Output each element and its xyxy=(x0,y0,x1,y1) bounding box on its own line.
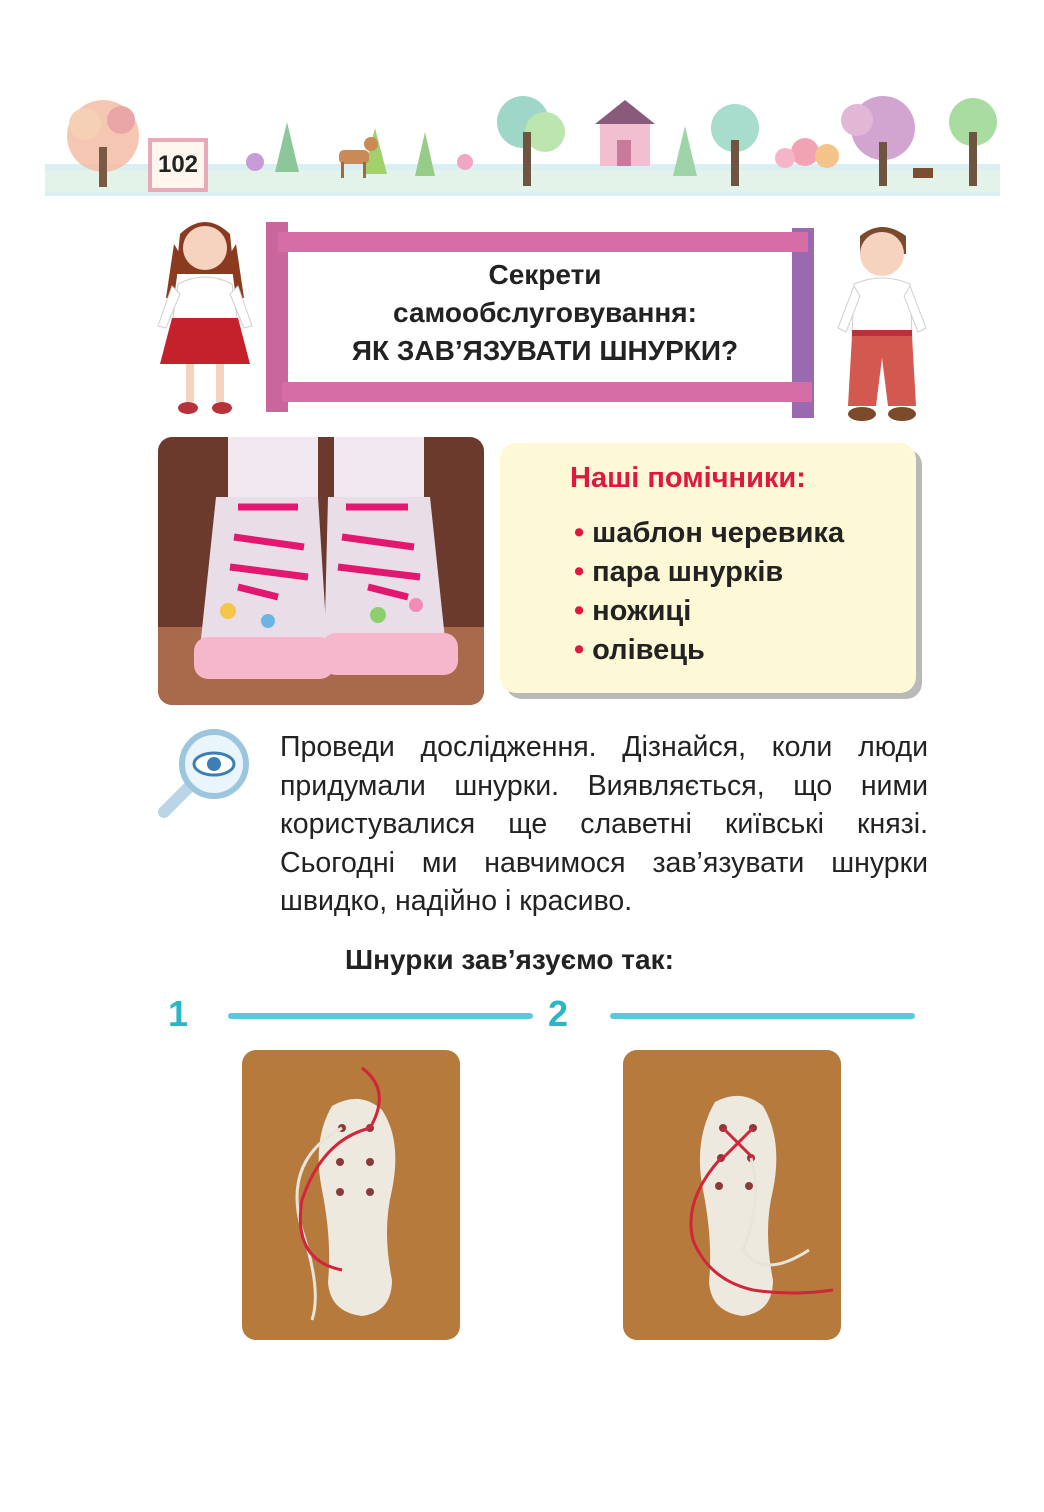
magnifier-eye-icon xyxy=(152,728,260,820)
bullet-icon: • xyxy=(574,517,585,549)
step-2-photo xyxy=(623,1050,841,1340)
helpers-title: Наші помічники: xyxy=(570,462,806,494)
title-line-1: Секрети xyxy=(488,259,602,290)
list-item: • пара шнурків xyxy=(574,556,784,588)
bullet-icon: • xyxy=(574,595,585,627)
step-number-1: 1 xyxy=(168,993,189,1034)
title-line-2: самообслуговування: xyxy=(393,297,697,328)
step-divider-1 xyxy=(228,1013,533,1019)
steps-heading: Шнурки зав’язуємо так: xyxy=(345,944,674,975)
title-line-3: ЯК ЗАВ’ЯЗУВАТИ ШНУРКИ? xyxy=(351,335,739,366)
bullet-icon: • xyxy=(574,556,585,588)
list-item: • олівець xyxy=(574,634,705,666)
girl-character-illustration xyxy=(150,214,260,424)
page-number: 102 xyxy=(148,138,208,192)
step-number-2: 2 xyxy=(548,993,569,1034)
helpers-list xyxy=(574,514,844,670)
bullet-icon: • xyxy=(574,634,585,666)
list-item: • ножиці xyxy=(574,595,692,627)
list-item: • шаблон черевика xyxy=(574,517,845,549)
boy-character-illustration xyxy=(832,218,932,430)
step-1-photo xyxy=(242,1050,460,1340)
step-divider-2 xyxy=(610,1013,915,1019)
house-icon xyxy=(595,100,655,166)
sneakers-photo xyxy=(158,437,484,705)
page-title xyxy=(300,256,790,370)
body-paragraph: Проведи дослідження. Дізнайся, коли люди придумали шнурки. Виявляється, що ними користувалися ще славетні київські князі. Сьогодні ми навчимося зав’язувати шнурки швидко, надійно і красиво. xyxy=(280,731,928,917)
